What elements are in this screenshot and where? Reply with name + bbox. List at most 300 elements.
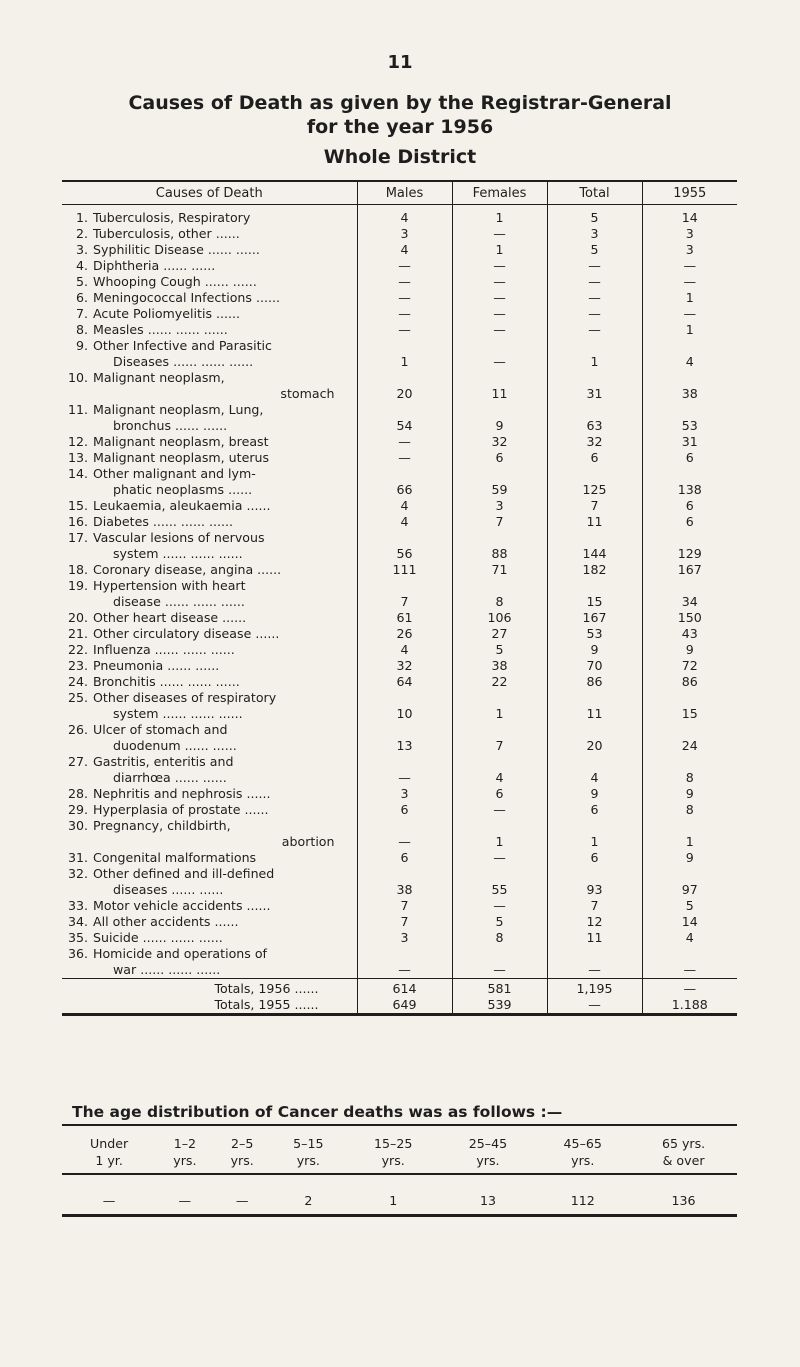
cause-number: 20. [67, 610, 88, 625]
cause-label: disease ...... ...... ...... [113, 594, 245, 609]
cause-label: bronchus ...... ...... [113, 418, 228, 433]
cause-cell [62, 226, 357, 242]
age-group-header [214, 1125, 271, 1174]
cause-label: Leukaemia, aleukaemia ...... [93, 498, 271, 513]
cause-label: Homicide and operations of [93, 946, 267, 961]
value-females: 38 [452, 658, 547, 674]
cause-number: 24. [67, 674, 88, 689]
cause-label: Hypertension with heart [93, 578, 246, 593]
cause-cell [62, 514, 357, 530]
age-group-label: 1 yr. [95, 1153, 123, 1168]
cause-number: 22. [67, 642, 88, 657]
value-y1955: 3 [642, 226, 737, 242]
value-males: — [357, 818, 452, 850]
cause-cell [62, 498, 357, 514]
value-males: 64 [357, 674, 452, 690]
cause-label: Measles ...... ...... ...... [93, 322, 228, 337]
value-females: 6 [452, 450, 547, 466]
totals-females: 581 [452, 979, 547, 998]
cause-label: stomach [280, 386, 335, 401]
value-males: 4 [357, 205, 452, 227]
table-row [62, 930, 737, 946]
cause-cell [62, 850, 357, 866]
cause-label: Congenital malformations [93, 850, 257, 865]
table-row [62, 946, 737, 979]
value-females: 4 [452, 754, 547, 786]
value-females: 27 [452, 626, 547, 642]
totals-y1955: — [642, 979, 737, 998]
value-y1955: 150 [642, 610, 737, 626]
cause-label: Other malignant and lym- [93, 466, 256, 481]
value-females: 88 [452, 530, 547, 562]
cause-cell [62, 434, 357, 450]
value-males: 38 [357, 866, 452, 898]
value-y1955: 6 [642, 514, 737, 530]
cause-label: Other Infective and Parasitic [93, 338, 272, 353]
value-y1955: 1 [642, 322, 737, 338]
table-row [62, 258, 737, 274]
cancer-age-distribution-table [62, 1124, 737, 1217]
totals-males: 614 [357, 979, 452, 998]
value-males: 10 [357, 690, 452, 722]
age-group-label: yrs. [296, 1153, 320, 1168]
value-females: 1 [452, 205, 547, 227]
cause-number: 19. [67, 578, 88, 593]
value-total: 32 [547, 434, 642, 450]
table-row [62, 274, 737, 290]
cause-number: 5. [75, 274, 88, 289]
value-females: 11 [452, 370, 547, 402]
value-y1955: 15 [642, 690, 737, 722]
value-total: 93 [547, 866, 642, 898]
table-row [62, 786, 737, 802]
value-males: — [357, 450, 452, 466]
table-row [62, 802, 737, 818]
cause-cell [62, 658, 357, 674]
value-total: 1 [547, 338, 642, 370]
value-males: 3 [357, 786, 452, 802]
cause-number: 23. [67, 658, 88, 673]
age-group-header [535, 1125, 630, 1174]
age-group-label: & over [662, 1153, 705, 1168]
value-females: 106 [452, 610, 547, 626]
table-row [62, 205, 737, 227]
cause-label: system ...... ...... ...... [113, 706, 243, 721]
value-females: 3 [452, 498, 547, 514]
cause-number: 16. [67, 514, 88, 529]
value-y1955: 9 [642, 642, 737, 658]
cause-cell [62, 578, 357, 610]
cause-label: Diphtheria ...... ...... [93, 258, 216, 273]
value-females: 59 [452, 466, 547, 498]
cause-label: abortion [281, 834, 335, 849]
cause-cell [62, 258, 357, 274]
cause-cell [62, 818, 357, 850]
value-females: 1 [452, 242, 547, 258]
value-y1955: 53 [642, 402, 737, 434]
table-row [62, 722, 737, 754]
cause-number: 3. [75, 242, 88, 257]
age-group-value: — [214, 1174, 271, 1216]
value-males: 4 [357, 498, 452, 514]
value-females: 7 [452, 722, 547, 754]
age-group-value: 1 [346, 1174, 441, 1216]
table-row [62, 514, 737, 530]
totals-label: Totals, 1956 ...... [62, 979, 357, 998]
value-males: — [357, 322, 452, 338]
value-males: — [357, 754, 452, 786]
value-y1955: 3 [642, 242, 737, 258]
table-row [62, 626, 737, 642]
table-row [62, 498, 737, 514]
table-row [62, 818, 737, 850]
value-females: 1 [452, 818, 547, 850]
value-females: 71 [452, 562, 547, 578]
table-row [62, 898, 737, 914]
cause-number: 1. [75, 210, 88, 225]
value-females: — [452, 258, 547, 274]
value-y1955: 43 [642, 626, 737, 642]
totals-total: — [547, 997, 642, 1015]
value-males: 61 [357, 610, 452, 626]
value-total: 6 [547, 450, 642, 466]
value-females: — [452, 946, 547, 979]
cause-label: system ...... ...... ...... [113, 546, 243, 561]
table-row [62, 850, 737, 866]
cause-number: 9. [75, 338, 88, 353]
value-total: 7 [547, 898, 642, 914]
cause-cell [62, 626, 357, 642]
cause-number: 12. [67, 434, 88, 449]
cause-number: 34. [67, 914, 88, 929]
cause-label: Whooping Cough ...... ...... [93, 274, 257, 289]
age-group-label: 5–15 [293, 1136, 324, 1151]
cause-number: 33. [67, 898, 88, 913]
cause-cell [62, 610, 357, 626]
totals-males: 649 [357, 997, 452, 1015]
cause-label: Other diseases of respiratory [93, 690, 277, 705]
table-row [62, 466, 737, 498]
cause-number: 21. [67, 626, 88, 641]
age-group-header [441, 1125, 536, 1174]
age-group-label: Under [90, 1136, 129, 1151]
cause-number: 30. [67, 818, 88, 833]
cause-label: Tuberculosis, Respiratory [93, 210, 251, 225]
value-males: — [357, 258, 452, 274]
cause-label: Pregnancy, childbirth, [93, 818, 231, 833]
cause-number: 31. [67, 850, 88, 865]
value-total: 12 [547, 914, 642, 930]
cause-cell [62, 930, 357, 946]
value-males: 4 [357, 242, 452, 258]
cause-label: phatic neoplasms ...... [113, 482, 253, 497]
value-females: — [452, 274, 547, 290]
cause-cell [62, 946, 357, 979]
table-row [62, 754, 737, 786]
age-group-label: 15–25 [374, 1136, 413, 1151]
cause-number: 27. [67, 754, 88, 769]
cause-cell [62, 802, 357, 818]
age-group-header [346, 1125, 441, 1174]
value-total: 167 [547, 610, 642, 626]
cause-number: 11. [67, 402, 88, 417]
cause-number: 2. [75, 226, 88, 241]
cause-number: 13. [67, 450, 88, 465]
cause-label: Nephritis and nephrosis ...... [93, 786, 271, 801]
page-number: 11 [387, 52, 413, 73]
cause-cell [62, 274, 357, 290]
value-y1955: 14 [642, 914, 737, 930]
table-row [62, 658, 737, 674]
value-males: — [357, 946, 452, 979]
value-females: — [452, 802, 547, 818]
value-females: — [452, 306, 547, 322]
table-header-row [62, 181, 737, 205]
value-y1955: — [642, 946, 737, 979]
value-y1955: 138 [642, 466, 737, 498]
table-row [62, 402, 737, 434]
value-total: 7 [547, 498, 642, 514]
age-group-label: 65 yrs. [661, 1136, 706, 1151]
cause-cell [62, 914, 357, 930]
cause-cell [62, 754, 357, 786]
cause-label: Other defined and ill-defined [93, 866, 275, 881]
value-total: 144 [547, 530, 642, 562]
value-females: 55 [452, 866, 547, 898]
value-total: 9 [547, 642, 642, 658]
age-group-label: 1–2 [173, 1136, 197, 1151]
age-group-label: yrs. [476, 1153, 500, 1168]
cause-number: 32. [67, 866, 88, 881]
age-group-label: 45–65 [563, 1136, 602, 1151]
table-row [62, 306, 737, 322]
table-row [62, 242, 737, 258]
table-row [62, 610, 737, 626]
header-causes: Causes of Death [62, 181, 357, 205]
cause-label: Malignant neoplasm, breast [93, 434, 269, 449]
value-females: — [452, 338, 547, 370]
value-females: — [452, 290, 547, 306]
table-row [62, 562, 737, 578]
age-group-value: — [156, 1174, 213, 1216]
cause-label: war ...... ...... ...... [113, 962, 221, 977]
value-males: — [357, 290, 452, 306]
age-group-value: 2 [271, 1174, 346, 1216]
cause-cell [62, 306, 357, 322]
value-y1955: 1 [642, 818, 737, 850]
totals-y1955: 1.188 [642, 997, 737, 1015]
value-total: — [547, 290, 642, 306]
value-total: 5 [547, 205, 642, 227]
value-y1955: 5 [642, 898, 737, 914]
cause-label: Influenza ...... ...... ...... [93, 642, 235, 657]
totals-total: 1,195 [547, 979, 642, 998]
value-males: 3 [357, 930, 452, 946]
cause-label: Hyperplasia of prostate ...... [93, 802, 269, 817]
cause-number: 6. [75, 290, 88, 305]
cause-cell [62, 370, 357, 402]
cause-cell [62, 898, 357, 914]
cause-cell [62, 450, 357, 466]
cause-label: Bronchitis ...... ...... ...... [93, 674, 240, 689]
cause-label: Other circulatory disease ...... [93, 626, 280, 641]
value-y1955: 129 [642, 530, 737, 562]
value-y1955: 167 [642, 562, 737, 578]
cause-number: 15. [67, 498, 88, 513]
value-y1955: 9 [642, 850, 737, 866]
cause-label: Malignant neoplasm, uterus [93, 450, 270, 465]
cause-cell [62, 642, 357, 658]
value-total: 70 [547, 658, 642, 674]
age-group-label: 2–5 [231, 1136, 254, 1151]
cause-label: Acute Poliomyelitis ...... [93, 306, 241, 321]
value-y1955: 9 [642, 786, 737, 802]
age-header-row [62, 1125, 737, 1174]
value-y1955: 14 [642, 205, 737, 227]
totals-row [62, 997, 737, 1015]
cause-label: Gastritis, enteritis and [93, 754, 234, 769]
value-total: 15 [547, 578, 642, 610]
cause-number: 10. [67, 370, 88, 385]
value-females: 6 [452, 786, 547, 802]
cause-label: Vascular lesions of nervous [93, 530, 265, 545]
cause-label: diseases ...... ...... [113, 882, 224, 897]
cause-cell [62, 562, 357, 578]
value-males: 32 [357, 658, 452, 674]
value-total: 5 [547, 242, 642, 258]
cause-cell [62, 674, 357, 690]
value-females: — [452, 898, 547, 914]
value-females: 5 [452, 642, 547, 658]
value-total: 86 [547, 674, 642, 690]
cause-cell [62, 242, 357, 258]
age-group-value: 136 [630, 1174, 737, 1216]
age-group-label: 25–45 [468, 1136, 508, 1151]
value-total: 31 [547, 370, 642, 402]
table-row [62, 530, 737, 562]
cause-label: Motor vehicle accidents ...... [93, 898, 271, 913]
cause-number: 17. [67, 530, 88, 545]
cause-label: Diabetes ...... ...... ...... [93, 514, 233, 529]
age-group-header [630, 1125, 737, 1174]
value-total: 4 [547, 754, 642, 786]
value-y1955: — [642, 258, 737, 274]
value-y1955: — [642, 306, 737, 322]
table-row [62, 226, 737, 242]
cause-cell [62, 322, 357, 338]
value-total: 11 [547, 690, 642, 722]
value-total: 20 [547, 722, 642, 754]
value-males: — [357, 434, 452, 450]
table-row [62, 674, 737, 690]
cause-label: Pneumonia ...... ...... [93, 658, 220, 673]
table-row [62, 450, 737, 466]
cause-label: Tuberculosis, other ...... [93, 226, 240, 241]
table-row [62, 866, 737, 898]
cause-cell [62, 290, 357, 306]
totals-row [62, 979, 737, 998]
value-total: 1 [547, 818, 642, 850]
value-males: 4 [357, 642, 452, 658]
value-total: 3 [547, 226, 642, 242]
age-group-label: yrs. [571, 1153, 595, 1168]
table-row [62, 690, 737, 722]
value-males: 26 [357, 626, 452, 642]
cause-label: Ulcer of stomach and [93, 722, 228, 737]
value-females: — [452, 850, 547, 866]
cause-label: Suicide ...... ...... ...... [93, 930, 223, 945]
cause-cell [62, 722, 357, 754]
value-females: 7 [452, 514, 547, 530]
cause-label: Diseases ...... ...... ...... [113, 354, 254, 369]
value-females: 1 [452, 690, 547, 722]
value-males: 7 [357, 898, 452, 914]
value-y1955: 34 [642, 578, 737, 610]
cause-number: 8. [75, 322, 88, 337]
cause-label: All other accidents ...... [93, 914, 239, 929]
value-y1955: 72 [642, 658, 737, 674]
value-males: 1 [357, 338, 452, 370]
table-row [62, 290, 737, 306]
cause-cell [62, 205, 357, 227]
value-y1955: 6 [642, 450, 737, 466]
cause-label: Malignant neoplasm, [93, 370, 225, 385]
value-total: 9 [547, 786, 642, 802]
age-group-value: — [62, 1174, 156, 1216]
value-y1955: 4 [642, 930, 737, 946]
value-males: — [357, 274, 452, 290]
totals-label: Totals, 1955 ...... [62, 997, 357, 1015]
cause-number: 4. [75, 258, 88, 273]
value-males: 6 [357, 802, 452, 818]
value-females: 5 [452, 914, 547, 930]
cause-number: 36. [67, 946, 88, 961]
cause-cell [62, 402, 357, 434]
age-group-label: yrs. [381, 1153, 405, 1168]
value-y1955: 4 [642, 338, 737, 370]
value-total: — [547, 306, 642, 322]
value-total: 182 [547, 562, 642, 578]
value-males: 56 [357, 530, 452, 562]
age-distribution-heading: The age distribution of Cancer deaths was as follows :— [72, 1103, 563, 1121]
value-y1955: 24 [642, 722, 737, 754]
header-males: Males [357, 181, 452, 205]
age-values-row [62, 1174, 737, 1216]
value-males: 7 [357, 914, 452, 930]
value-y1955: 86 [642, 674, 737, 690]
table-row [62, 338, 737, 370]
value-males: 6 [357, 850, 452, 866]
table-row [62, 642, 737, 658]
causes-of-death-table [62, 180, 737, 1016]
cause-number: 7. [75, 306, 88, 321]
header-total: Total [547, 181, 642, 205]
cause-number: 18. [67, 562, 88, 577]
value-y1955: — [642, 274, 737, 290]
cause-number: 29. [67, 802, 88, 817]
value-total: — [547, 322, 642, 338]
age-group-value: 112 [535, 1174, 630, 1216]
value-total: — [547, 946, 642, 979]
value-females: — [452, 226, 547, 242]
table-row [62, 578, 737, 610]
value-males: 20 [357, 370, 452, 402]
cause-label: Coronary disease, angina ...... [93, 562, 282, 577]
value-total: — [547, 274, 642, 290]
value-females: 22 [452, 674, 547, 690]
age-group-header [62, 1125, 156, 1174]
age-group-label: yrs. [230, 1153, 254, 1168]
